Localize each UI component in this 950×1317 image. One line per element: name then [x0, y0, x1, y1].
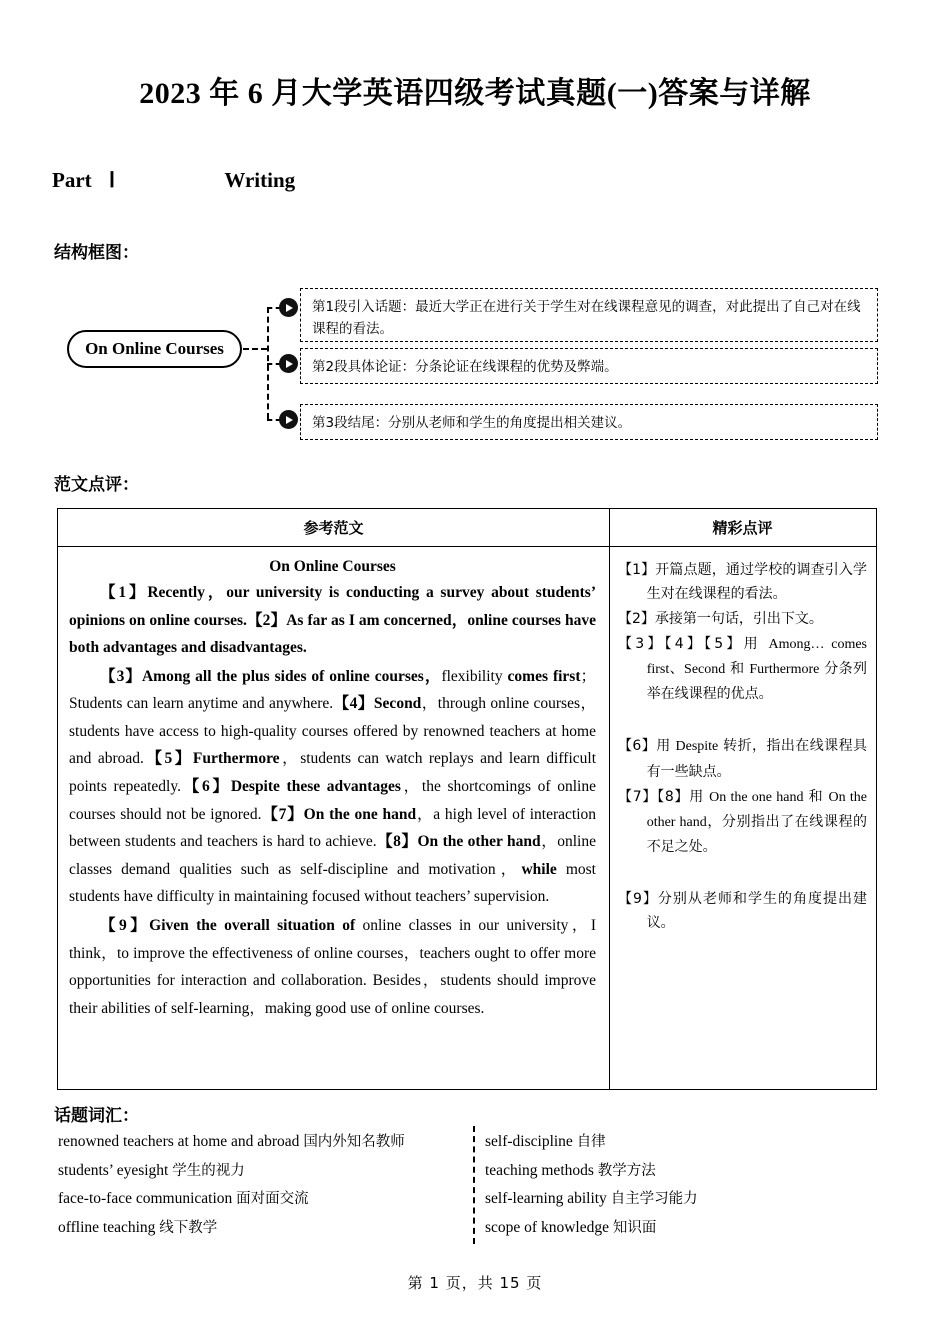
essay-column — [58, 547, 609, 1089]
vocabulary-gloss: 自主学习能力 — [610, 1191, 698, 1208]
essay-paragraph: 【3】Among all the plus sides of online courses，flexibility comes first；Students can learn anytime and anywhere.【4】Second，through online courses，students have access to high-quality courses offered by renowned teachers at home and abroad.【5】Furthermore，students can watch replays and learn difficult points repeatedly.【6】Despite these advantages，the shortcomings of online courses should not be ignored.【7】On the one hand，a high level of interaction between students and teachers is hard to achieve.【8】On the other hand，online classes demand qualities such as self-discipline and motivation，while most students have difficulty in maintaining focused without teachers’ supervision. — [69, 667, 597, 906]
vocabulary-term: students’ eyesight — [58, 1161, 169, 1179]
vocabulary-gloss: 自律 — [576, 1134, 606, 1150]
vocabulary-gloss: 学生的视力 — [172, 1162, 245, 1179]
vocabulary-section — [57, 1128, 879, 1250]
vocabulary-term: self-discipline — [485, 1133, 573, 1150]
vocabulary-gloss: 面对面交流 — [236, 1191, 309, 1208]
commentary-item: 【9】分别从老师和学生的角度提出建议。 — [618, 890, 867, 931]
vocabulary-term: self-learning ability — [485, 1190, 607, 1208]
arrow-right-icon — [279, 410, 298, 429]
table-header-essay: 参考范文 — [303, 519, 364, 537]
vocabulary-column-right — [485, 1128, 877, 1243]
diagram-box-paragraph-2: 第2段具体论证：分条论证在线课程的优势及弊端。 — [300, 348, 878, 384]
vocabulary-gloss: 教学方法 — [597, 1162, 656, 1179]
commentary-item: 【7】【8】用 On the one hand 和 On the other hand，分别指出了在线课程的不足之处。 — [618, 788, 868, 855]
part-number: Ⅰ — [108, 168, 116, 192]
commentary-item: 【3】【4】【5】用 Among… comes first、Second 和 Furthermore 分条列举在线课程的优点。 — [618, 636, 868, 703]
vocabulary-term: face-to-face communication — [58, 1190, 233, 1208]
structure-caption: 结构框图： — [54, 243, 139, 263]
vocabulary-gloss: 国内外知名教师 — [303, 1134, 405, 1150]
commentary-item: 【2】承接第一句话，引出下文。 — [618, 611, 823, 628]
table-header-notes: 精彩点评 — [712, 519, 773, 537]
arrow-right-icon — [279, 354, 298, 373]
essay-paragraph: 【9】Given the overall situation of online classes in our university，I think，to improve the effectiveness of online courses，teachers ought to offer more opportunities for interaction and collaboration. Besides，students should improve their abilities of self-learning，making good use of online courses. — [69, 916, 596, 1017]
page-footer: 第 1 页，共 15 页 — [407, 1274, 543, 1292]
part-label: Part — [52, 168, 92, 192]
vocabulary-term: teaching methods — [485, 1161, 594, 1179]
sample-caption: 范文点评： — [54, 475, 139, 495]
vocabulary-item — [58, 1128, 468, 1157]
vocabulary-item — [485, 1157, 877, 1186]
part-header — [52, 168, 295, 193]
diagram-box-paragraph-3: 第3段结尾：分别从老师和学生的角度提出相关建议。 — [300, 404, 878, 440]
vocabulary-term: scope of knowledge — [485, 1219, 609, 1237]
structure-diagram — [57, 278, 879, 446]
part-name: Writing — [224, 168, 296, 192]
vocabulary-term: renowned teachers at home and abroad — [58, 1133, 300, 1150]
vocab-caption: 话题词汇： — [54, 1106, 139, 1126]
essay-paragraph: 【1】Recently，our university is conducting a survey about students’ opinions on online courses.【2】As far as I am concerned，online courses have both advantages and disadvantages. — [69, 584, 596, 657]
page-title: 2023 年 6 月大学英语四级考试真题(一)答案与详解 — [139, 77, 811, 110]
vocabulary-item — [58, 1185, 468, 1214]
vocabulary-term: offline teaching — [58, 1219, 156, 1237]
vocabulary-item — [485, 1214, 877, 1243]
commentary-item: 【1】开篇点题，通过学校的调查引入学生对在线课程的看法。 — [618, 562, 867, 603]
commentary-column — [609, 547, 876, 1089]
vocabulary-item — [58, 1157, 468, 1186]
vocabulary-gloss: 线下教学 — [159, 1220, 218, 1237]
essay-title: On Online Courses — [269, 558, 396, 575]
arrow-right-icon — [279, 298, 298, 317]
vocabulary-gloss: 知识面 — [612, 1220, 657, 1237]
vocabulary-item — [58, 1214, 468, 1243]
sample-essay-table — [57, 508, 877, 1090]
diagram-root-connector — [243, 348, 267, 350]
commentary-item: 【6】用 Despite 转折，指出在线课程具有一些缺点。 — [618, 738, 867, 780]
diagram-box-paragraph-1: 第1段引入话题：最近大学正在进行关于学生对在线课程意见的调查，对此提出了自己对在线课程的看法。 — [300, 288, 878, 342]
vocabulary-item — [485, 1128, 877, 1157]
vocabulary-item — [485, 1185, 877, 1214]
table-header-row — [58, 509, 876, 547]
diagram-root-node: On Online Courses — [67, 330, 242, 368]
vocabulary-column-left — [58, 1128, 468, 1243]
vocabulary-divider — [473, 1126, 475, 1244]
